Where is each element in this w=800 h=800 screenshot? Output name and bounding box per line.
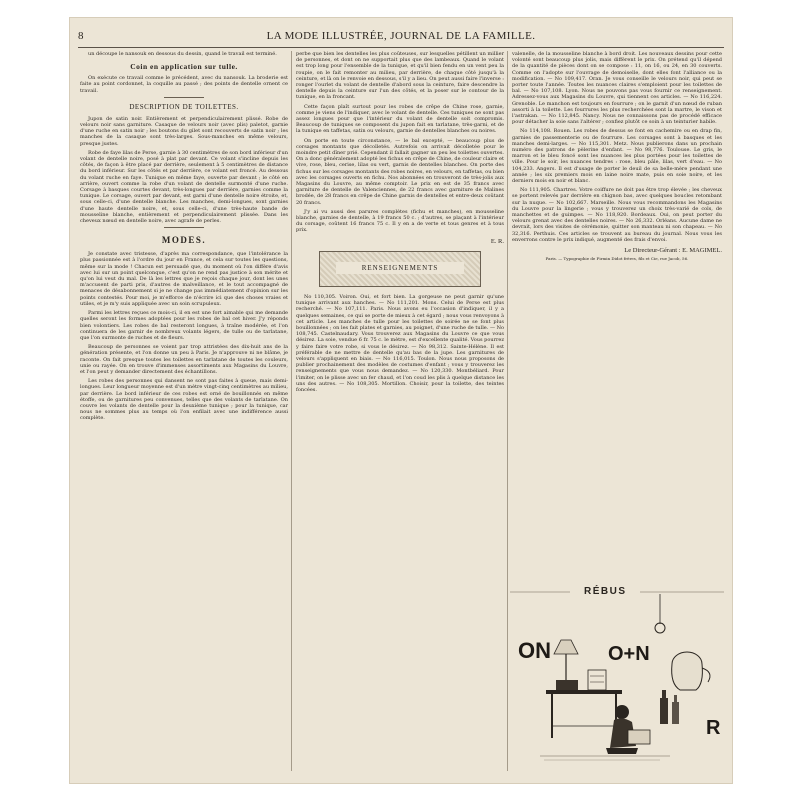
page-title: LA MODE ILLUSTRÉE, JOURNAL DE LA FAMILLE.: [266, 30, 536, 42]
page-header: [78, 28, 724, 46]
director-signature: Le Directeur-Gérant : E. MAGIMEL.: [624, 247, 722, 255]
article-signature: E. R.: [490, 237, 504, 245]
toilettes-paragraph: Jupon de satin noir. Entièrement et perpendiculairement plissé. Robe de velours noir sans garniture. Casaque de velours noir (avec plis) paletot, garnie d'une ruche en satin noir ; les boutons du gilet sont recouverts de satin noir ; les manches de la casaque sont très-larges. Sous-manches en même velours, presque justes.: [80, 115, 288, 147]
toilettes-paragraph: Robe de faye lilas de Perse, garnie à 30 centimètres de son bord inférieur d'un volant de dentelle noire, posé à plat par devant. Ce volant s'incline depuis les côtés, de façon à être placé par derrière, seulement à 5 centimètres de distance du bord inférieur. Sur les côtés et par derrière, ce volant est froncé. Au dessous du volant ruche en faye. Tunique en même faye, ouverte par devant ; le côté en arrière, ouvert comme la robe d'un volant de dentelle surmonté d'une ruche. Corsage à basques courtes devant, très-longues par derrière, garnies comme la tunique. Le corsage, ouvert par devant, est garni d'une dentelle noire étroite, et, sous celle-ci, d'une dentelle blanche. Les manches, demi-longues, sont garnies d'une haute dentelle noire, et, sous celle-ci, d'une très-haute bande de mousseline blanche, entièrement et perpendiculairement plissée. Dans les cheveux nœud en dentelle noire, avec agrafe de perles.: [80, 149, 288, 225]
renseignements-paragraph: No 114,108. Rouen. Les robes de dessus se font en cachemire ou en drap fin, garnies de passementerie ou de fourrure. Les corsages sont à basques et les manches demi-larges. — No 115,301. Metz. Nous publierons dans un prochain numéro des patrons de pèlerine d'enfant. — No 98,776. Toulouse. Le gris, le marron et le bleu foncé sont les nuances les plus portées pour les toilettes de ville. Pour le soir, les nuances tendres : rose, bleu pâle, lilas, vert d'eau. — No 104,233. Angers. Il est d'usage de porter le deuil de sa belle-mère pendant une année ; les six premiers mois en laine noire mate, puis en soie noire, et les derniers mois en noir et blanc.: [512, 128, 722, 185]
page-number: 8: [78, 30, 84, 42]
renseignements-banner: [319, 251, 481, 287]
column-divider: [291, 51, 292, 771]
article-paragraph: J'y ai vu aussi des parures complètes (fichu et manches), en mousseline blanche, garnies de dentelle, à 19 francs 50 c. ; d'autres, se plaçant à l'intérieur du corsage, coûtent 16 francs 75 c. Il y en a de verte et tous genres et à tous prix.: [296, 208, 504, 234]
article-paragraph: Cette façon plaît surtout pour les robes de crêpe de Chine rose, garnie, comme je viens de l'indiquer, avec le volant de dentelle. Ces tuniques ne sont pas assez longues pour que l'intérieur du volant de dentelle soit compromis. Beaucoup de tuniques se composent du jupon fait en tarlatane, très-garni, et de la tunique en taffetas, satin ou velours, garnie de dentelles blanches ou noires.: [296, 103, 504, 135]
section-rule: [164, 227, 204, 228]
rebus-on: ON: [518, 638, 551, 663]
rebus-title: RÉBUS: [584, 586, 627, 597]
section-heading-toilettes: DESCRIPTION DE TOILETTES.: [129, 102, 239, 111]
column-3: [512, 51, 722, 265]
header-rule: [78, 47, 724, 48]
modes-paragraph: Parmi les lettres reçues ce mois-ci, il en est une fort aimable qui me demande quelles seront les formes adoptées pour les robes de bal cet hiver. J'y réponds bien volontiers. Les robes de bal resteront longues, à traîne modérée, et l'on continuera de les garnir de nombreux volants légers, de tulle ou de tarlatane, que l'on surmonte de ruches et de fleurs.: [80, 310, 288, 341]
article-paragraph: On porte en toute circonstance, — le bal excepté, — beaucoup plus de corsages montants que décolletés. Autrefois on arrivait décolletée pour le moindre petit dîner prié. Cependant il fallait gagner un peu les toilettes ouvertes. On a donc généralement adopté les fichus en crêpe de Chine, de couleur claire et vive, rose, bleu, cerise, lilas ou vert, garnis de dentelles blanches. On porte des fichus sur les corsages montants des robes noires, en velours, en taffetas, ou bien avec les corsages ouverts en fichu. Nos abonnées en trouveront de très-jolis aux Magasins du Louvre, au même comptoir. Le prix en est de 35 francs avec garniture de dentelle de Valenciennes, de 22 francs avec garniture de Malines brodée, de 28 francs en crêpe de Chine garnis de dentelles et entre-deux coûtant 20 francs.: [296, 137, 504, 206]
renseignements-paragraph: No 111,905. Chartres. Votre coiffure ne doit pas être trop élevée ; les cheveux se portent relevés par derrière en chignon bas, avec quelques boucles retombant sur la nuque. — No 102,667. Marseille. Nous vous recommandons les Magasins du Louvre pour la lingerie ; vous y trouverez un choix très-varié de cols, de manchettes et de guimpes. — No 118,920. Bordeaux. Oui, on peut porter du velours grenat avec des dentelles noires. — No 26,332. Orléans. Aucune dame ne devrait, lors des visites de cérémonie, quitter son manteau ni son chapeau. — No 32,316. Perthuis. Ces articles se trouvent au bureau du journal. Nous vous les enverrons contre le prix indiqué, augmenté des frais d'envoi.: [512, 187, 722, 243]
rebus-drawing: [510, 586, 724, 786]
section-heading-coin: Coin en application sur tulle.: [130, 62, 238, 72]
modes-paragraph: Les robes des personnes qui dansent ne sont pas faites à queue, mais demi-longues. Leur longueur moyenne est d'un mètre vingt-cinq centimètres au milieu, par derrière. Le bord inférieur de ces robes est orné de bouillonnés en même étoffe, ou de garnitures peu convenues, telles que des volants de tarlatane. On couvre les volants de dentelle pour la deuxième tunique ; pour la tunique, car nous ne sommes plus au temps où l'on enfilait avec une indifférence aussi complète.: [80, 378, 288, 422]
renseignements-heading: RENSEIGNEMENTS: [336, 262, 464, 274]
rebus-illustration: [510, 586, 724, 786]
column-1: [80, 51, 288, 425]
renseignements-paragraph: valenelle, de la mousseline blanche à bord droit. Les nouveaux dessins pour cette volonté sont beaucoup plus jolis, mais diffèrent le prix. On prétend qu'il dépend de la quantité de pièces dont on se compose : 11, on 16, ou 24, en 30 couverts. Comme on l'adopte sur l'ouvrage de demoiselle, dont elles font l'alliance ou la modification. — No 109,417. Oran. Je vous conseille le velours noir, qui peut se porter toute l'année. Toutes les nuances claires s'emploient pour les toilettes de bal. — No 107,108. Lyon. Nous ne pouvons pas vous fournir ce renseignement. Adressez-vous aux Magasins du Louvre, qui tiennent ces articles. — No 116,224. Grenoble. Le manchon est toujours en fourrure ; on le garnit d'un nœud de ruban assorti à la toilette. Les fourrures les plus recherchées sont la martre, le vison et l'astrakan. — No 112,845. Nancy. Nous ne connaissons pas de procédé efficace pour détacher la soie sans l'altérer ; confiez plutôt ce soin à un teinturier habile.: [512, 51, 722, 126]
printer-imprint: Paris. — Typographie de Firmin Didot frères, fils et Cie, rue Jacob, 56.: [545, 256, 689, 262]
modes-paragraph: Beaucoup de personnes se voient par trop attristées des dix-huit ans de la génération présente, et l'on donne un peu à Paris. Je n'approuve ni ne blâme, je raconte. On fait presque toutes les toilettes en tarlatane de toutes les couleurs, unie ou rayée. On en trouve d'immenses assortiments aux Magasins du Louvre, et l'on peut y demander directement des échantillons.: [80, 344, 288, 375]
modes-paragraph: Je constate avec tristesse, d'après ma correspondance, que l'intolérance la plus passionnée est à l'ordre du jour en France, et cela sur toutes les questions, même sur la mode ! Chacun est persuadé que, du moment où l'on diffère d'avis avec lui sur un point quelconque, c'est qu'on ne rend pas justice à son mérite et qu'on lui veut du mal. De là les lettres que je reçois chaque jour, dont les unes m'accusent de parti pris, d'autres de malveillance, et le tout accompagné de menaces de désabonnement si je ne change pas immédiatement d'opinion sur les points contestés. Pour moi, je m'efforce de n'écrire ici que des choses vraies et utiles, et je m'y suis appliquée avec un soin scrupuleux.: [80, 251, 288, 307]
newspaper-page: [70, 18, 732, 783]
intro-paragraph: un découpe le nansouk en dessous du dessin, quand le travail est terminé.: [88, 51, 277, 57]
column-2: [296, 51, 504, 396]
article-paragraph: perbe que bien les dentelles les plus coûteuses, sur lesquelles pétillent un millier de personnes, et dont on ne supportait plus que des lambeaux. Quand le volant est trop long pour l'ensemble de la tunique, et qu'il bien fendu en un vent peu la roupie, on le fait remonter au milieu, par derrière, de chaque côté jusqu'à la ceinture, et là on le renvoie en dessous, s'il y a lieu. On peut aussi faire l'inverse : ronger l'ourlet du volant de dentelle d'abord sous la ceinture, faire descendre la dentelle depuis la ceinture sur l'un des côtés, et la poser sur le contour de la tunique, en la froncant.: [296, 51, 504, 101]
rebus-o-plus-n: O+N: [608, 643, 650, 665]
column-divider: [507, 51, 508, 771]
renseignements-paragraph: No 110,305. Voiron. Oui, et fort bien. La gorgeuse ne peut garnir qu'une tunique arrivant aux hanches. — No 111,201. Mons. Celui de Perse est plus recherché. — No 107,111. Paris. Nous avons eu l'occasion d'indiquer, il y a quelques semaines, ce qui se porte de mieux à cet égard ; nous vous renvoyons à cet article. Les manches de tulle pour les toilettes de soirée ne se font plus bouillonnées ; on les fait plates et garnies, au poignet, d'une ruche de tulle. — No 108,745. Castelnaudary. Vous trouverez aux Magasins du Louvre ce que vous désirez. La soie, vendue 6 fr. 75 c. le mètre, est d'excellente qualité. Vous pourrez y faire faire votre robe, si vous le désirez. — No 98,312. Sainte-Hélène. Il est préférable de ne mettre de dentelle qu'au bas de la jupe. Les garnitures de velours s'appliquent en biais. — No 116,015. Toulon. Nous nous proposons de publier prochainement des modèles de costumes d'enfant ; vous y trouverez les renseignements que vous nous demandez. — No 120,330. Montbéliard. Pour l'imiter, on le plisse avec un fer chaud, et l'on coud les plis à quelque distance les uns des autres. — No 108,305. Mortillon. Choisir, pour la toilette, des teintes foncées.: [296, 293, 504, 393]
rebus-r: R: [706, 717, 721, 739]
section-rule: [164, 97, 204, 98]
coin-paragraph: On exécute ce travail comme le précédent, avec du nansouk. La broderie est faite au point cordonnet, la coquille au passé ; des points de dentelle ornent ce travail.: [80, 75, 288, 94]
section-heading-modes: MODES.: [161, 235, 207, 246]
